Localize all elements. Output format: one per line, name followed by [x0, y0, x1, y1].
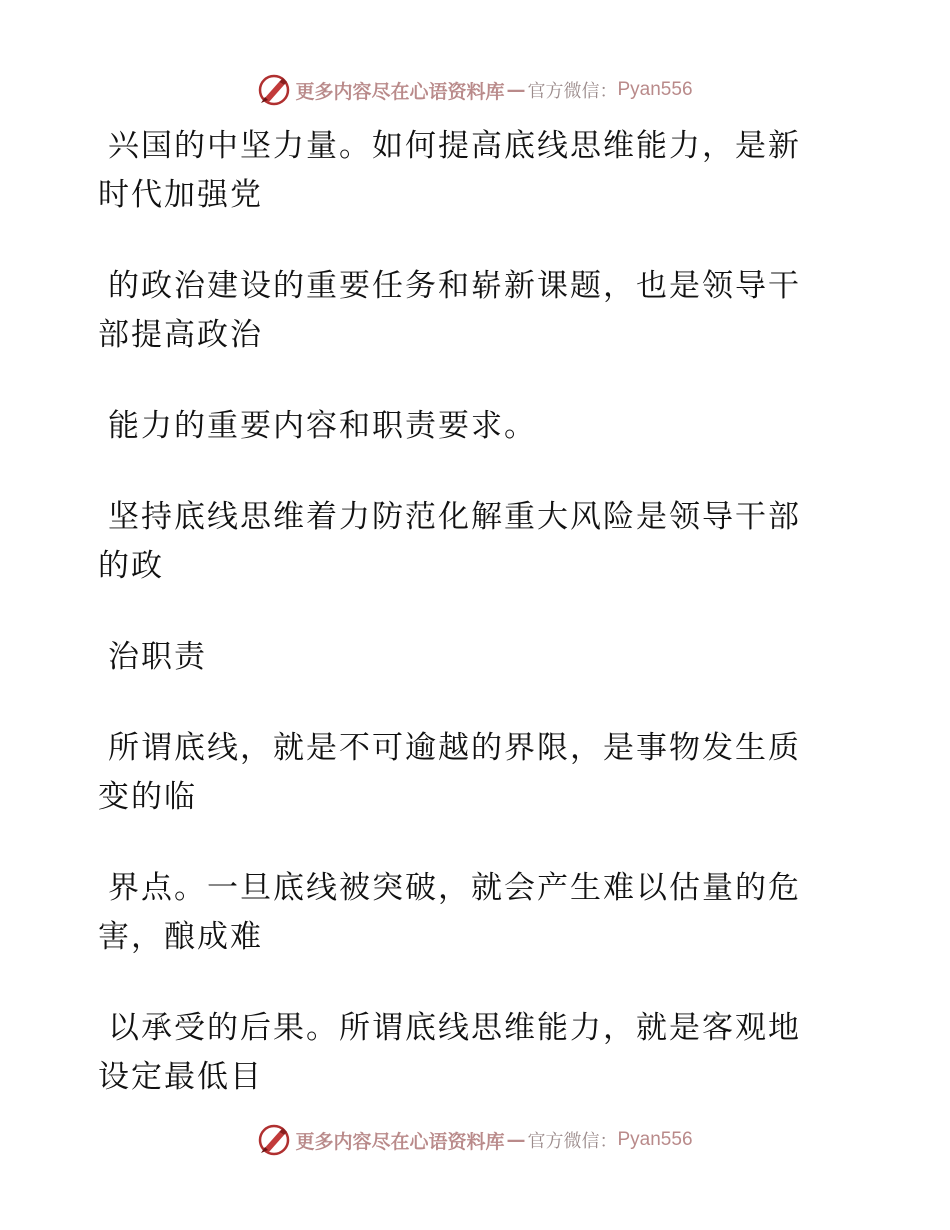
paragraph — [98, 402, 838, 451]
paragraph-line: 变的临 — [98, 779, 197, 815]
paragraph — [98, 864, 838, 962]
paragraph-line: 设定最低目 — [98, 1059, 263, 1095]
paragraph-line: 时代加强党 — [98, 177, 263, 213]
header-banner — [0, 70, 950, 110]
pen-logo-icon — [257, 73, 291, 107]
section-heading — [98, 493, 838, 591]
footer-banner — [0, 1120, 950, 1160]
paragraph-line: 治职责 — [108, 639, 207, 675]
banner-separator: — — [506, 79, 526, 101]
paragraph-line: 能力的重要内容和职责要求。 — [108, 408, 537, 444]
paragraph-line: 部提高政治 — [98, 317, 263, 353]
paragraph-line: 的政治建设的重要任务和崭新课题，也是领导干 — [108, 268, 801, 304]
banner-wechat-label: 官方微信： — [527, 81, 618, 102]
paragraph-line: 兴国的中坚力量。如何提高底线思维能力，是新 — [108, 128, 801, 164]
paragraph — [98, 122, 838, 220]
banner-separator: — — [506, 1129, 526, 1151]
paragraph-line: 界点。一旦底线被突破，就会产生难以估量的危 — [108, 870, 801, 906]
paragraph-line: 以承受的后果。所谓底线思维能力，就是客观地 — [108, 1010, 801, 1046]
paragraph — [98, 262, 838, 360]
banner-wechat-id: Pyan556 — [617, 79, 693, 100]
paragraph-line: 的政 — [98, 548, 164, 584]
banner-wechat-id: Pyan556 — [617, 1129, 693, 1150]
banner-wechat-label: 官方微信： — [527, 1131, 618, 1152]
paragraph-line: 害，酿成难 — [98, 919, 263, 955]
section-heading-continued — [98, 633, 838, 682]
document-body — [98, 122, 838, 1144]
banner-main-text: 更多内容尽在心语资料库 — [295, 80, 505, 103]
banner-main-text: 更多内容尽在心语资料库 — [295, 1130, 505, 1153]
paragraph-line: 坚持底线思维着力防范化解重大风险是领导干部 — [108, 499, 801, 535]
pen-logo-icon — [257, 1123, 291, 1157]
paragraph — [98, 724, 838, 822]
paragraph-line: 所谓底线，就是不可逾越的界限，是事物发生质 — [108, 730, 801, 766]
paragraph — [98, 1004, 838, 1102]
